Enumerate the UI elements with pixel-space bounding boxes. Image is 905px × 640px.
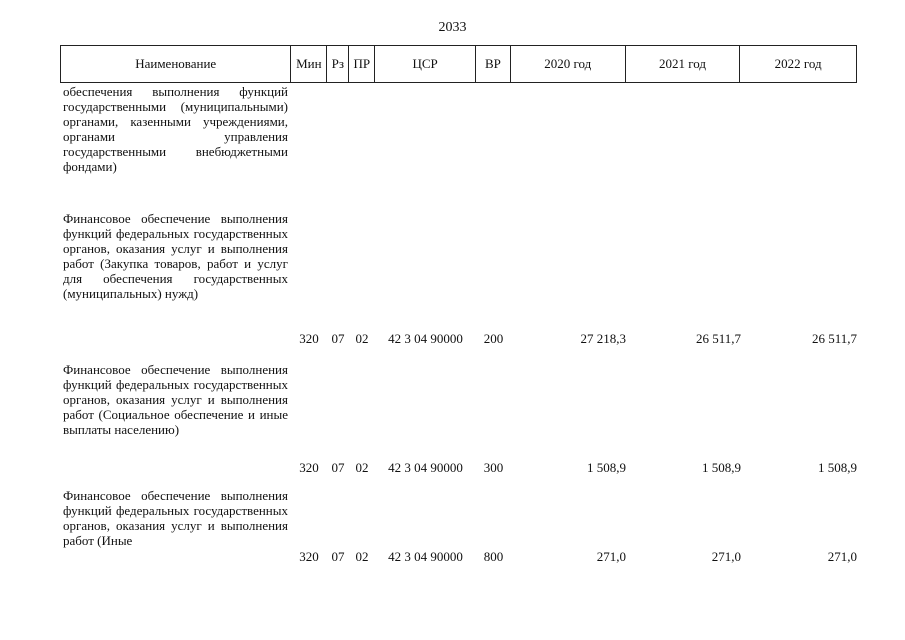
header-csr: ЦСР — [375, 46, 476, 82]
cell-2022: 1 508,9 — [818, 460, 857, 475]
cell-2021: 271,0 — [711, 549, 741, 564]
cell-pr: 02 — [355, 331, 369, 346]
cell-rz: 07 — [331, 460, 345, 475]
cell-pr: 02 — [355, 460, 369, 475]
cell-vr: 800 — [483, 549, 504, 564]
cell-pr: 02 — [355, 549, 369, 564]
row-name: Финансовое обеспечение выполнения функций федеральных государственных органов, оказания услуг и выполнения работ (Иные — [63, 488, 288, 548]
cell-vr: 300 — [483, 460, 504, 475]
cell-csr: 42 3 04 90000 — [388, 460, 463, 475]
header-vr: ВР — [476, 46, 511, 82]
header-pr: ПР — [349, 46, 375, 82]
cell-2021: 26 511,7 — [695, 331, 741, 346]
header-2020: 2020 год — [511, 46, 626, 82]
cell-rz: 07 — [331, 549, 345, 564]
row-name: Финансовое обеспечение выполнения функций федеральных государственных органов, оказания услуг и выполнения работ (Закупка товаров, работ и услуг для обеспечения государственных (муниципальных) нужд) — [63, 211, 288, 301]
header-2021: 2021 год — [626, 46, 741, 82]
page-number: 2033 — [438, 20, 467, 35]
cell-2020: 271,0 — [596, 549, 626, 564]
cell-2021: 1 508,9 — [702, 460, 741, 475]
cell-2022: 271,0 — [827, 549, 857, 564]
row-name: Финансовое обеспечение выполнения функций федеральных государственных органов, оказания услуг и выполнения работ (Социальное обеспечение и иные выплаты населению) — [63, 362, 288, 437]
table-header — [60, 45, 857, 83]
header-rz: Рз — [327, 46, 349, 82]
cell-min: 320 — [299, 460, 319, 475]
cell-csr: 42 3 04 90000 — [388, 549, 463, 564]
cell-rz: 07 — [331, 331, 345, 346]
row-name: обеспечения выполнения функций государственными (муниципальными) органами, казенными учреждениями, органами управления государственными внебюджетными фондами) — [63, 84, 288, 174]
header-2022: 2022 год — [774, 56, 822, 71]
cell-2022: 26 511,7 — [811, 331, 857, 346]
row-values — [291, 549, 857, 564]
header-name: Наименование — [61, 46, 291, 82]
cell-min: 320 — [299, 549, 319, 564]
cell-min: 320 — [299, 331, 319, 346]
row-values — [291, 331, 857, 346]
cell-csr: 42 3 04 90000 — [388, 331, 463, 346]
cell-2020: 1 508,9 — [587, 460, 626, 475]
row-values — [291, 460, 857, 475]
cell-vr: 200 — [483, 331, 504, 346]
cell-2020: 27 218,3 — [580, 331, 626, 346]
header-min: Мин — [291, 46, 327, 82]
